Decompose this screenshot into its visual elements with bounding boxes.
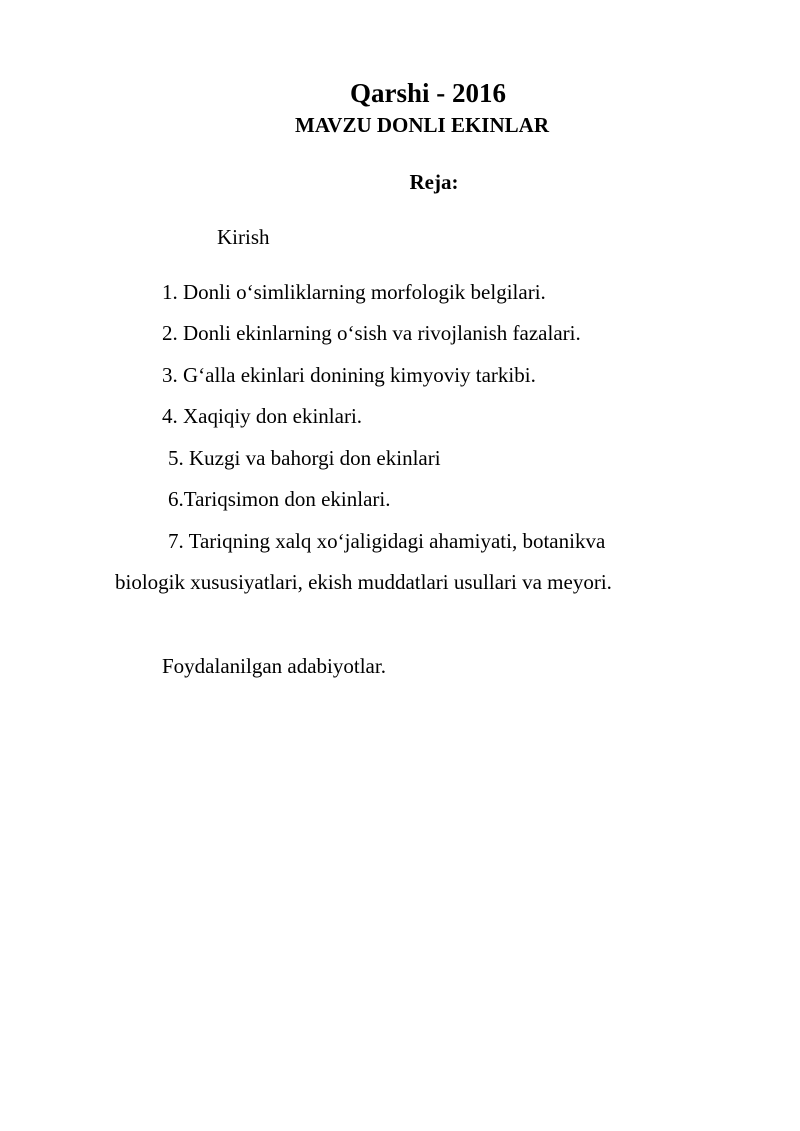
plan-item: 5. Kuzgi va bahorgi don ekinlari — [168, 446, 441, 470]
plan-item-continuation: biologik xususiyatlari, ekish muddatlari usullari va meyori. — [115, 570, 612, 594]
plan-item: 1. Donli o‘simliklarning morfologik belgilari. — [162, 280, 546, 304]
plan-item: 3. G‘alla ekinlari donining kimyoviy tarkibi. — [162, 363, 536, 387]
plan-item: 2. Donli ekinlarning o‘sish va rivojlanish fazalari. — [162, 321, 581, 345]
references-line: Foydalanilgan adabiyotlar. — [162, 654, 386, 678]
plan-item: 7. Tariqning xalq xo‘jaligidagi ahamiyati, botanikva — [168, 529, 606, 553]
plan-item: 6.Tariqsimon don ekinlari. — [168, 487, 391, 511]
plan-intro: Kirish — [217, 225, 270, 249]
plan-title: Reja: — [409, 170, 459, 194]
place-year-heading: Qarshi - 2016 — [349, 78, 506, 108]
topic-heading: MAVZU DONLI EKINLAR — [295, 113, 549, 137]
plan-item: 4. Xaqiqiy don ekinlari. — [162, 404, 363, 428]
